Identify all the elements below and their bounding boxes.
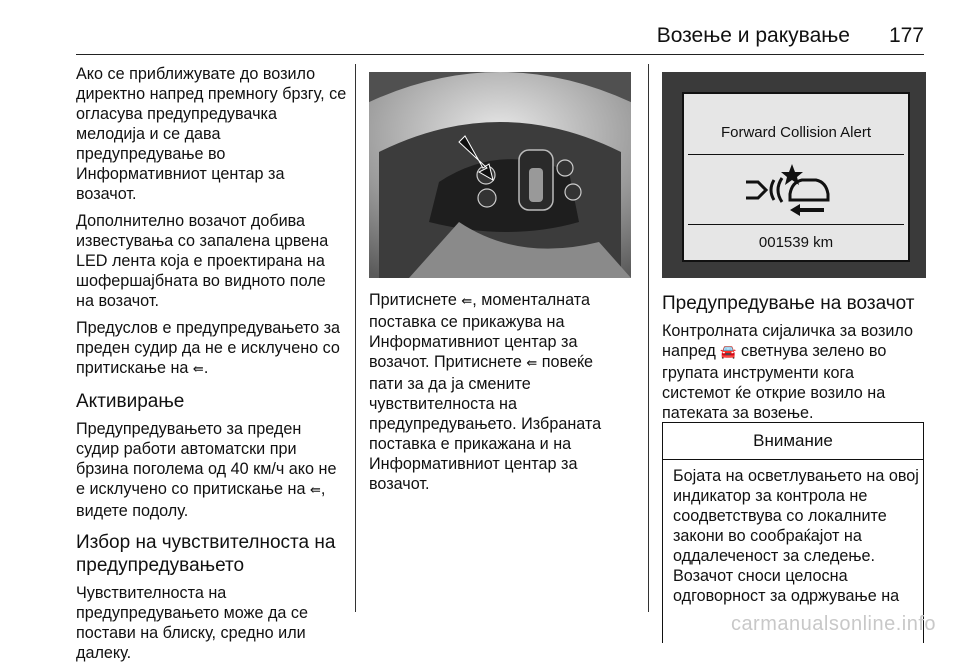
column-divider-1 <box>355 64 356 612</box>
paragraph-press-button: Притиснете ⇚, моменталната поставка се прикажува на Информативниот центар за возачот. Притиснете ⇚ повеќе пати за да ја смените чувствителноста на предупредувањето. Избраната поставка е прикажана и на Информативниот центар за возачот. <box>369 291 602 493</box>
gap-distance-icon: ⇚ <box>526 356 538 371</box>
column-1 <box>76 64 348 670</box>
display-rule-top <box>688 154 904 155</box>
collision-alert-icon <box>736 160 856 220</box>
paragraph-vehicle-ahead: Контролната сијаличка за возило напред 🚘 светнува зелено во групата инструменти кога системот ќе открие возило на патеката за возење. <box>662 322 914 422</box>
gap-distance-icon: ⇚ <box>461 294 473 309</box>
heading-sensitivity: Избор на чувствителноста на предупредувањето <box>76 532 336 576</box>
page-number: 177 <box>888 24 924 47</box>
paragraph-approach-warning: Ако се приближувате до возило директно напред премногу брзгу, се огласува предупредувачка мелодија и се дава предупредување во Информативниот центар за возачот. <box>76 65 347 203</box>
display-screen <box>682 92 910 262</box>
steering-wheel-illustration <box>369 72 631 278</box>
display-rule-bottom <box>688 224 904 225</box>
heading-activation: Активирање <box>76 391 185 412</box>
paragraph-led-bar: Дополнително возачот добива известувања со запалена црвена LED лента која е проектирана на шофершајбната во видното поле на возачот. <box>76 212 329 310</box>
watermark: carmanualsonline.info <box>730 613 936 635</box>
column-2 <box>369 290 631 501</box>
odometer-readout: 001539 km <box>758 234 834 251</box>
page-title: Возење и ракување <box>656 24 850 47</box>
column-divider-2 <box>648 64 649 612</box>
instrument-display-illustration <box>662 72 926 278</box>
gap-distance-icon: ⇚ <box>192 362 204 377</box>
caution-title: Внимание <box>663 423 923 460</box>
display-title: Forward Collision Alert <box>720 124 872 141</box>
steering-wheel-drawing <box>369 72 631 278</box>
heading-driver-warning: Предупредување на возачот <box>662 293 915 314</box>
gap-distance-icon: ⇚ <box>309 483 321 498</box>
caution-body: Бојата на осветлувањето на овој индикатор за контрола не соодветствува со локалните закони во сообраќајот на оддалеченост за следење. Возачот сноси целосна одговорност за одржување на <box>673 467 919 605</box>
paragraph-sensitivity: Чувствителноста на предупредувањето може да се постави на блиску, средно или далеку. <box>76 584 308 662</box>
vehicle-ahead-icon: 🚘 <box>720 345 737 360</box>
caution-box <box>662 422 924 643</box>
paragraph-prerequisite: Предуслов е предупредувањето за преден судир да не е исклучено со притискање на ⇚. <box>76 319 341 377</box>
column-3 <box>662 290 926 430</box>
paragraph-activation: Предупредувањето за преден судир работи автоматски при брзина поголема од 40 км/ч ако не е исклучено со притискање на ⇚, видете подолу. <box>76 420 337 520</box>
header-rule <box>76 54 924 55</box>
